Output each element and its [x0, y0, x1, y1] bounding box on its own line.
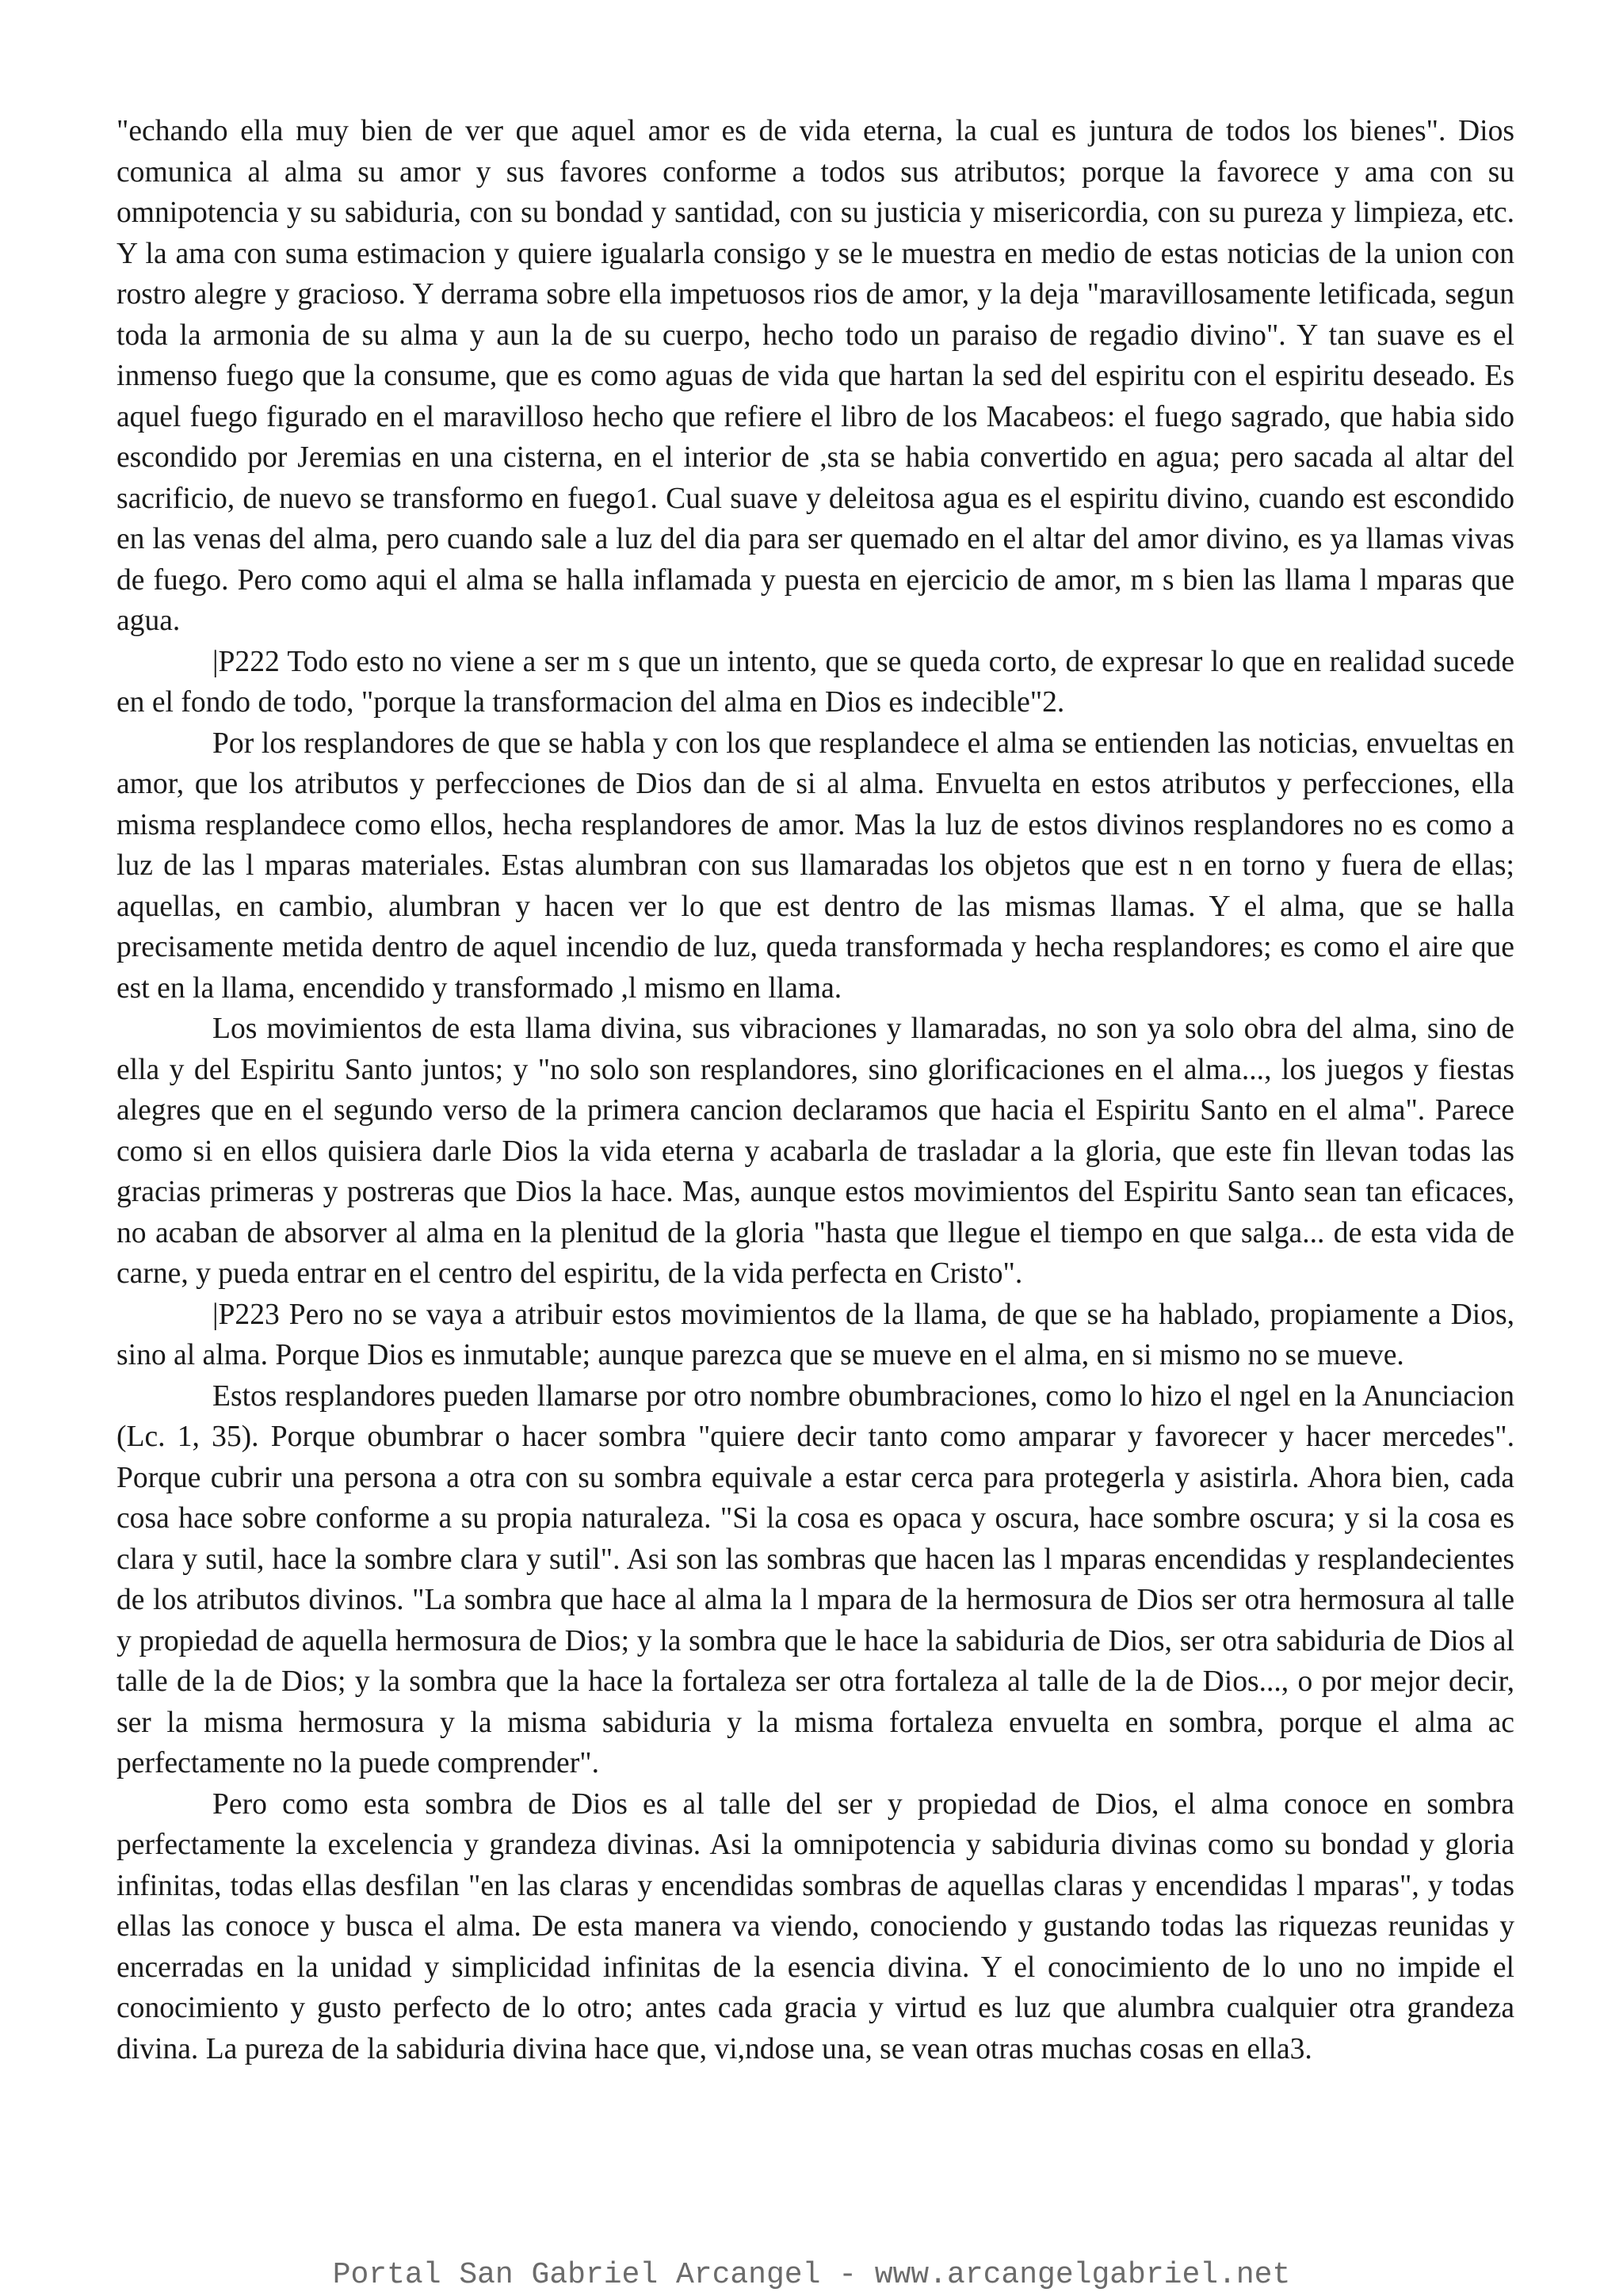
document-body — [116, 111, 1514, 2069]
paragraph-3: Por los resplandores de que se habla y con los que resplandece el alma se entienden las noticias, envueltas en amor, que los atributos y perfecciones de Dios dan de si al alma. Envuelta en estos atributos y perfecciones, ella misma resplandece como ellos, hecha resplandores de amor. Mas la luz de estos divinos resplandores no es como a luz de las l mparas materiales. Estas alumbran con sus llamaradas los objetos que est n en torno y fuera de ellas; aquellas, en cambio, alumbran y hacen ver lo que est dentro de las mismas llamas. Y el alma, que se halla precisamente metida dentro de aquel incendio de luz, queda transformada y hecha resplandores; es como el aire que est en la llama, encendido y transformado ,l mismo en llama. — [116, 727, 1514, 1005]
paragraph-4: Los movimientos de esta llama divina, sus vibraciones y llamaradas, no son ya solo obra del alma, sino de ella y del Espiritu Santo juntos; y "no solo son resplandores, sino glorificaciones en el alma..., los juegos y fiestas alegres que en el segundo verso de la primera cancion declaramos que hacia el Espiritu Santo en el alma". Parece como si en ellos quisiera darle Dios la vida eterna y acabarla de trasladar a la gloria, que este fin llevan todas las gracias primeras y postreras que Dios la hace. Mas, aunque estos movimientos del Espiritu Santo sean tan eficaces, no acaban de absorver al alma en la plenitud de la gloria "hasta que llegue el tiempo en que salga... de esta vida de carne, y pueda entrar en el centro del espiritu, de la vida perfecta en Cristo". — [116, 1013, 1514, 1290]
paragraph-2: |P222 Todo esto no viene a ser m s que un intento, que se queda corto, de expresar lo que en realidad sucede en el fondo de todo, "porque la transformacion del alma en Dios es indecible"2. — [116, 645, 1514, 719]
paragraph-5: |P223 Pero no se vaya a atribuir estos movimientos de la llama, de que se ha hablado, propiamente a Dios, sino al alma. Porque Dios es inmutable; aunque parezca que se mueve en el alma, en si mismo no se mueve. — [116, 1298, 1514, 1371]
paragraph-6: Estos resplandores pueden llamarse por otro nombre obumbraciones, como lo hizo el ngel en la Anunciacion (Lc. 1, 35). Porque obumbrar o hacer sombra "quiere decir tanto como amparar y favorecer y hacer mercedes". Porque cubrir una persona a otra con su sombra equivale a estar cerca para protegerla y asistirla. Ahora bien, cada cosa hace sobre conforme a su propia naturaleza. "Si la cosa es opaca y oscura, hace sombre oscura; y si la cosa es clara y sutil, hace la sombre clara y sutil". Asi son las sombras que hacen las l mparas encendidas y resplandecientes de los atributos divinos. "La sombra que hace al alma la l mpara de la hermosura de Dios ser otra hermosura al talle y propiedad de aquella hermosura de Dios; y la sombra que le hace la sabiduria de Dios, ser otra sabiduria de Dios al talle de la de Dios; y la sombra que la hace la fortaleza ser otra fortaleza al talle de la de Dios..., o por mejor decir, ser la misma hermosura y la misma sabiduria y la misma fortaleza envuelta en sombra, porque el alma ac perfectamente no la puede comprender". — [116, 1379, 1514, 1779]
paragraph-1: "echando ella muy bien de ver que aquel amor es de vida eterna, la cual es juntura de todos los bienes". Dios comunica al alma su amor y sus favores conforme a todos sus atributos; porque la favorece y ama con su omnipotencia y su sabiduria, con su bondad y santidad, con su justicia y misericordia, con su pureza y limpieza, etc. Y la ama con suma estimacion y quiere igualarla consigo y se le muestra en medio de estas noticias de la union con rostro alegre y gracioso. Y derrama sobre ella impetuosos rios de amor, y la deja "maravillosamente letificada, segun toda la armonia de su alma y aun la de su cuerpo, hecho todo un paraiso de regadio divino". Y tan suave es el inmenso fuego que la consume, que es como aguas de vida que hartan la sed del espiritu con el espiritu deseado. Es aquel fuego figurado en el maravilloso hecho que refiere el libro de los Macabeos: el fuego sagrado, que habia sido escondido por Jeremias en una cisterna, en el interior de ,sta se habia convertido en agua; pero sacada al altar del sacrificio, de nuevo se transformo en fuego1. Cual suave y deleitosa agua es el espiritu divino, cuando est escondido en las venas del alma, pero cuando sale a luz del dia para ser quemado en el altar del amor divino, es ya llamas vivas de fuego. Pero como aqui el alma se halla inflamada y puesta en ejercicio de amor, m s bien las llama l mparas que agua. — [116, 115, 1514, 637]
page-footer: Portal San Gabriel Arcangel - www.arcangelgabriel.net — [332, 2258, 1291, 2292]
paragraph-7: Pero como esta sombra de Dios es al talle del ser y propiedad de Dios, el alma conoce en sombra perfectamente la excelencia y grandeza divinas. Asi la omnipotencia y sabiduria divinas como su bondad y gloria infinitas, todas ellas desfilan "en las claras y encendidas sombras de aquellas claras y encendidas l mparas", y todas ellas las conoce y busca el alma. De esta manera va viendo, conociendo y gustando todas las riquezas reunidas y encerradas en la unidad y simplicidad infinitas de la esencia divina. Y el conocimiento de lo uno no impide el conocimiento y gusto perfecto de lo otro; antes cada gracia y virtud es luz que alumbra cualquier otra grandeza divina. La pureza de la sabiduria divina hace que, vi,ndose una, se vean otras muchas cosas en ella3. — [116, 1787, 1514, 2065]
